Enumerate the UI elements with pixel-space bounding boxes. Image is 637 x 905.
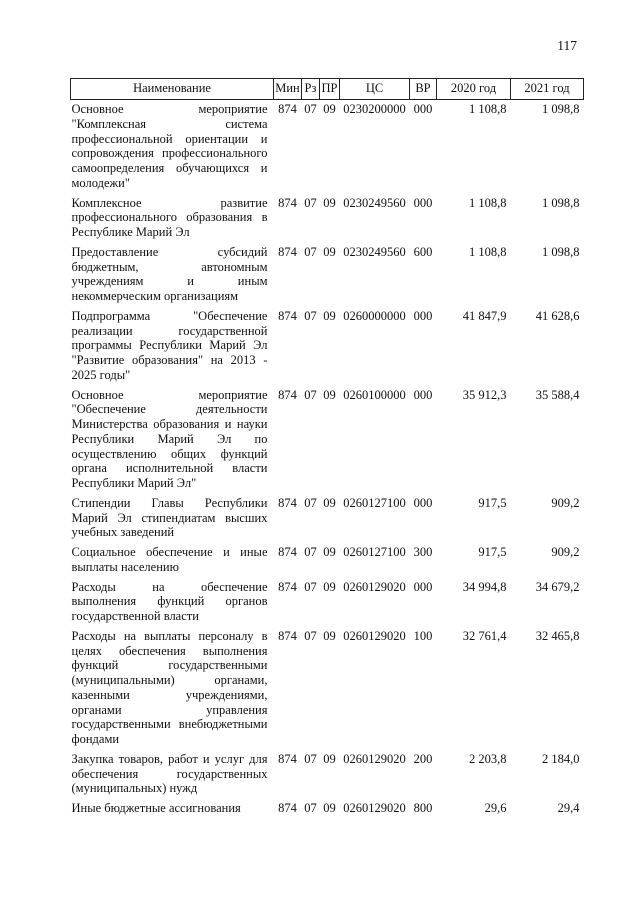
row-vr: 000 [413, 195, 433, 210]
row-min: 874 [278, 195, 297, 210]
row-vr: 000 [413, 387, 433, 402]
page-number: 117 [557, 38, 577, 53]
row-cs: 0260129020 [343, 751, 406, 766]
header-name: Наименование [71, 79, 274, 100]
row-cs: 0230249560 [343, 244, 406, 259]
row-2020: 32 761,4 [462, 628, 507, 643]
header-pr: ПР [320, 79, 340, 100]
row-rz: 07 [304, 801, 317, 815]
table-row [71, 494, 584, 543]
header-cs: ЦС [340, 79, 410, 100]
row-min: 874 [278, 579, 297, 594]
row-2021: 909,2 [551, 495, 580, 510]
row-rz: 07 [304, 195, 317, 210]
row-pr: 09 [323, 579, 336, 594]
header-min: Мин [274, 79, 302, 100]
row-min: 874 [278, 387, 297, 402]
header-rz: Рз [302, 79, 320, 100]
row-2021: 34 679,2 [535, 579, 580, 594]
table-row [71, 243, 584, 307]
row-vr: 000 [413, 308, 433, 323]
table-row [71, 799, 584, 819]
row-min: 874 [278, 628, 297, 643]
row-name: Расходы на обеспечение выполнения функций органов государственной власти [71, 579, 268, 623]
row-2020: 917,5 [478, 495, 507, 510]
row-2021: 1 098,8 [542, 244, 580, 259]
table-row [71, 543, 584, 578]
row-min: 874 [278, 801, 297, 815]
row-vr: 000 [413, 579, 433, 594]
row-rz: 07 [304, 244, 317, 259]
row-2020: 34 994,8 [462, 579, 507, 594]
row-pr: 09 [323, 495, 336, 510]
row-2021: 35 588,4 [535, 387, 580, 402]
row-rz: 07 [304, 628, 317, 643]
row-2020: 35 912,3 [462, 387, 507, 402]
row-2020: 41 847,9 [462, 308, 507, 323]
row-2020: 1 108,8 [469, 244, 507, 259]
row-cs: 0260127100 [343, 495, 406, 510]
header-2021: 2021 год [511, 79, 584, 100]
row-rz: 07 [304, 102, 317, 116]
row-name: Основное мероприятие "Обеспечение деятельности Министерства образования и науки Республики Марий Эл по осуществлению общих функций органа исполнительной власти Республики Марий Эл" [71, 387, 268, 490]
row-min: 874 [278, 244, 297, 259]
row-2021: 2 184,0 [542, 751, 580, 766]
row-name: Закупка товаров, работ и услуг для обеспечения государственных (муниципальных) нужд [71, 751, 268, 796]
row-cs: 0260100000 [343, 387, 406, 402]
table-row [71, 307, 584, 386]
table-row [71, 750, 584, 799]
row-min: 874 [278, 751, 297, 766]
row-rz: 07 [304, 579, 317, 594]
table-row [71, 194, 584, 243]
row-pr: 09 [323, 102, 336, 116]
row-min: 874 [278, 308, 297, 323]
table-row [71, 386, 584, 494]
row-pr: 09 [323, 628, 336, 643]
row-min: 874 [278, 495, 297, 510]
row-rz: 07 [304, 308, 317, 323]
header-vr: ВР [410, 79, 437, 100]
row-2021: 29,4 [557, 801, 580, 815]
table-row [71, 100, 584, 194]
row-pr: 09 [323, 751, 336, 766]
row-rz: 07 [304, 751, 317, 766]
row-cs: 0230249560 [343, 195, 406, 210]
row-pr: 09 [323, 195, 336, 210]
row-pr: 09 [323, 387, 336, 402]
row-2021: 32 465,8 [535, 628, 580, 643]
row-2020: 1 108,8 [469, 195, 507, 210]
row-rz: 07 [304, 387, 317, 402]
row-2020: 917,5 [478, 545, 507, 559]
row-pr: 09 [323, 244, 336, 259]
row-cs: 0230200000 [343, 102, 406, 116]
row-2021: 1 098,8 [542, 102, 580, 116]
row-name: Основное мероприятие "Комплексная система профессиональной ориентации и сопровождения профессионального самоопределения обучающихся и молодежи" [71, 102, 268, 190]
row-min: 874 [278, 102, 297, 116]
row-cs: 0260129020 [343, 628, 406, 643]
row-rz: 07 [304, 545, 317, 559]
row-cs: 0260000000 [343, 308, 406, 323]
row-name: Социальное обеспечение и иные выплаты населению [71, 545, 268, 574]
row-cs: 0260129020 [343, 801, 406, 815]
row-2020: 29,6 [484, 801, 507, 815]
row-min: 874 [278, 545, 297, 559]
row-vr: 200 [413, 751, 433, 766]
row-2021: 1 098,8 [542, 195, 580, 210]
row-cs: 0260127100 [343, 545, 406, 559]
row-vr: 100 [413, 628, 433, 643]
row-2020: 1 108,8 [469, 102, 507, 116]
row-pr: 09 [323, 308, 336, 323]
row-2021: 41 628,6 [535, 308, 580, 323]
table-row [71, 627, 584, 750]
row-pr: 09 [323, 545, 336, 559]
row-cs: 0260129020 [343, 579, 406, 594]
row-pr: 09 [323, 801, 336, 815]
row-name: Стипендии Главы Республики Марий Эл стипендиатам высших учебных заведений [71, 495, 268, 540]
table-row [71, 578, 584, 627]
header-2020: 2020 год [437, 79, 511, 100]
budget-table [70, 78, 584, 819]
row-2020: 2 203,8 [469, 751, 507, 766]
row-name: Предоставление субсидий бюджетным, автономным учреждениям и иным некоммерческим организациям [71, 244, 268, 303]
row-name: Комплексное развитие профессионального образования в Республике Марий Эл [71, 195, 268, 239]
row-2021: 909,2 [551, 545, 580, 559]
row-vr: 300 [413, 545, 433, 559]
row-name: Иные бюджетные ассигнования [71, 801, 241, 815]
row-vr: 000 [413, 495, 433, 510]
table-body [71, 100, 584, 819]
row-vr: 800 [413, 801, 433, 815]
row-vr: 000 [413, 102, 433, 116]
row-name: Расходы на выплаты персоналу в целях обеспечения выполнения функций государственными (муниципальными) органами, казенными учреждениями, органами управления государственными внебюджетными фондами [71, 628, 268, 746]
row-rz: 07 [304, 495, 317, 510]
row-vr: 600 [413, 244, 433, 259]
table-header-row [71, 79, 584, 100]
row-name: Подпрограмма "Обеспечение реализации государственной программы Республики Марий Эл "Развитие образования" на 2013 - 2025 годы" [71, 308, 268, 382]
